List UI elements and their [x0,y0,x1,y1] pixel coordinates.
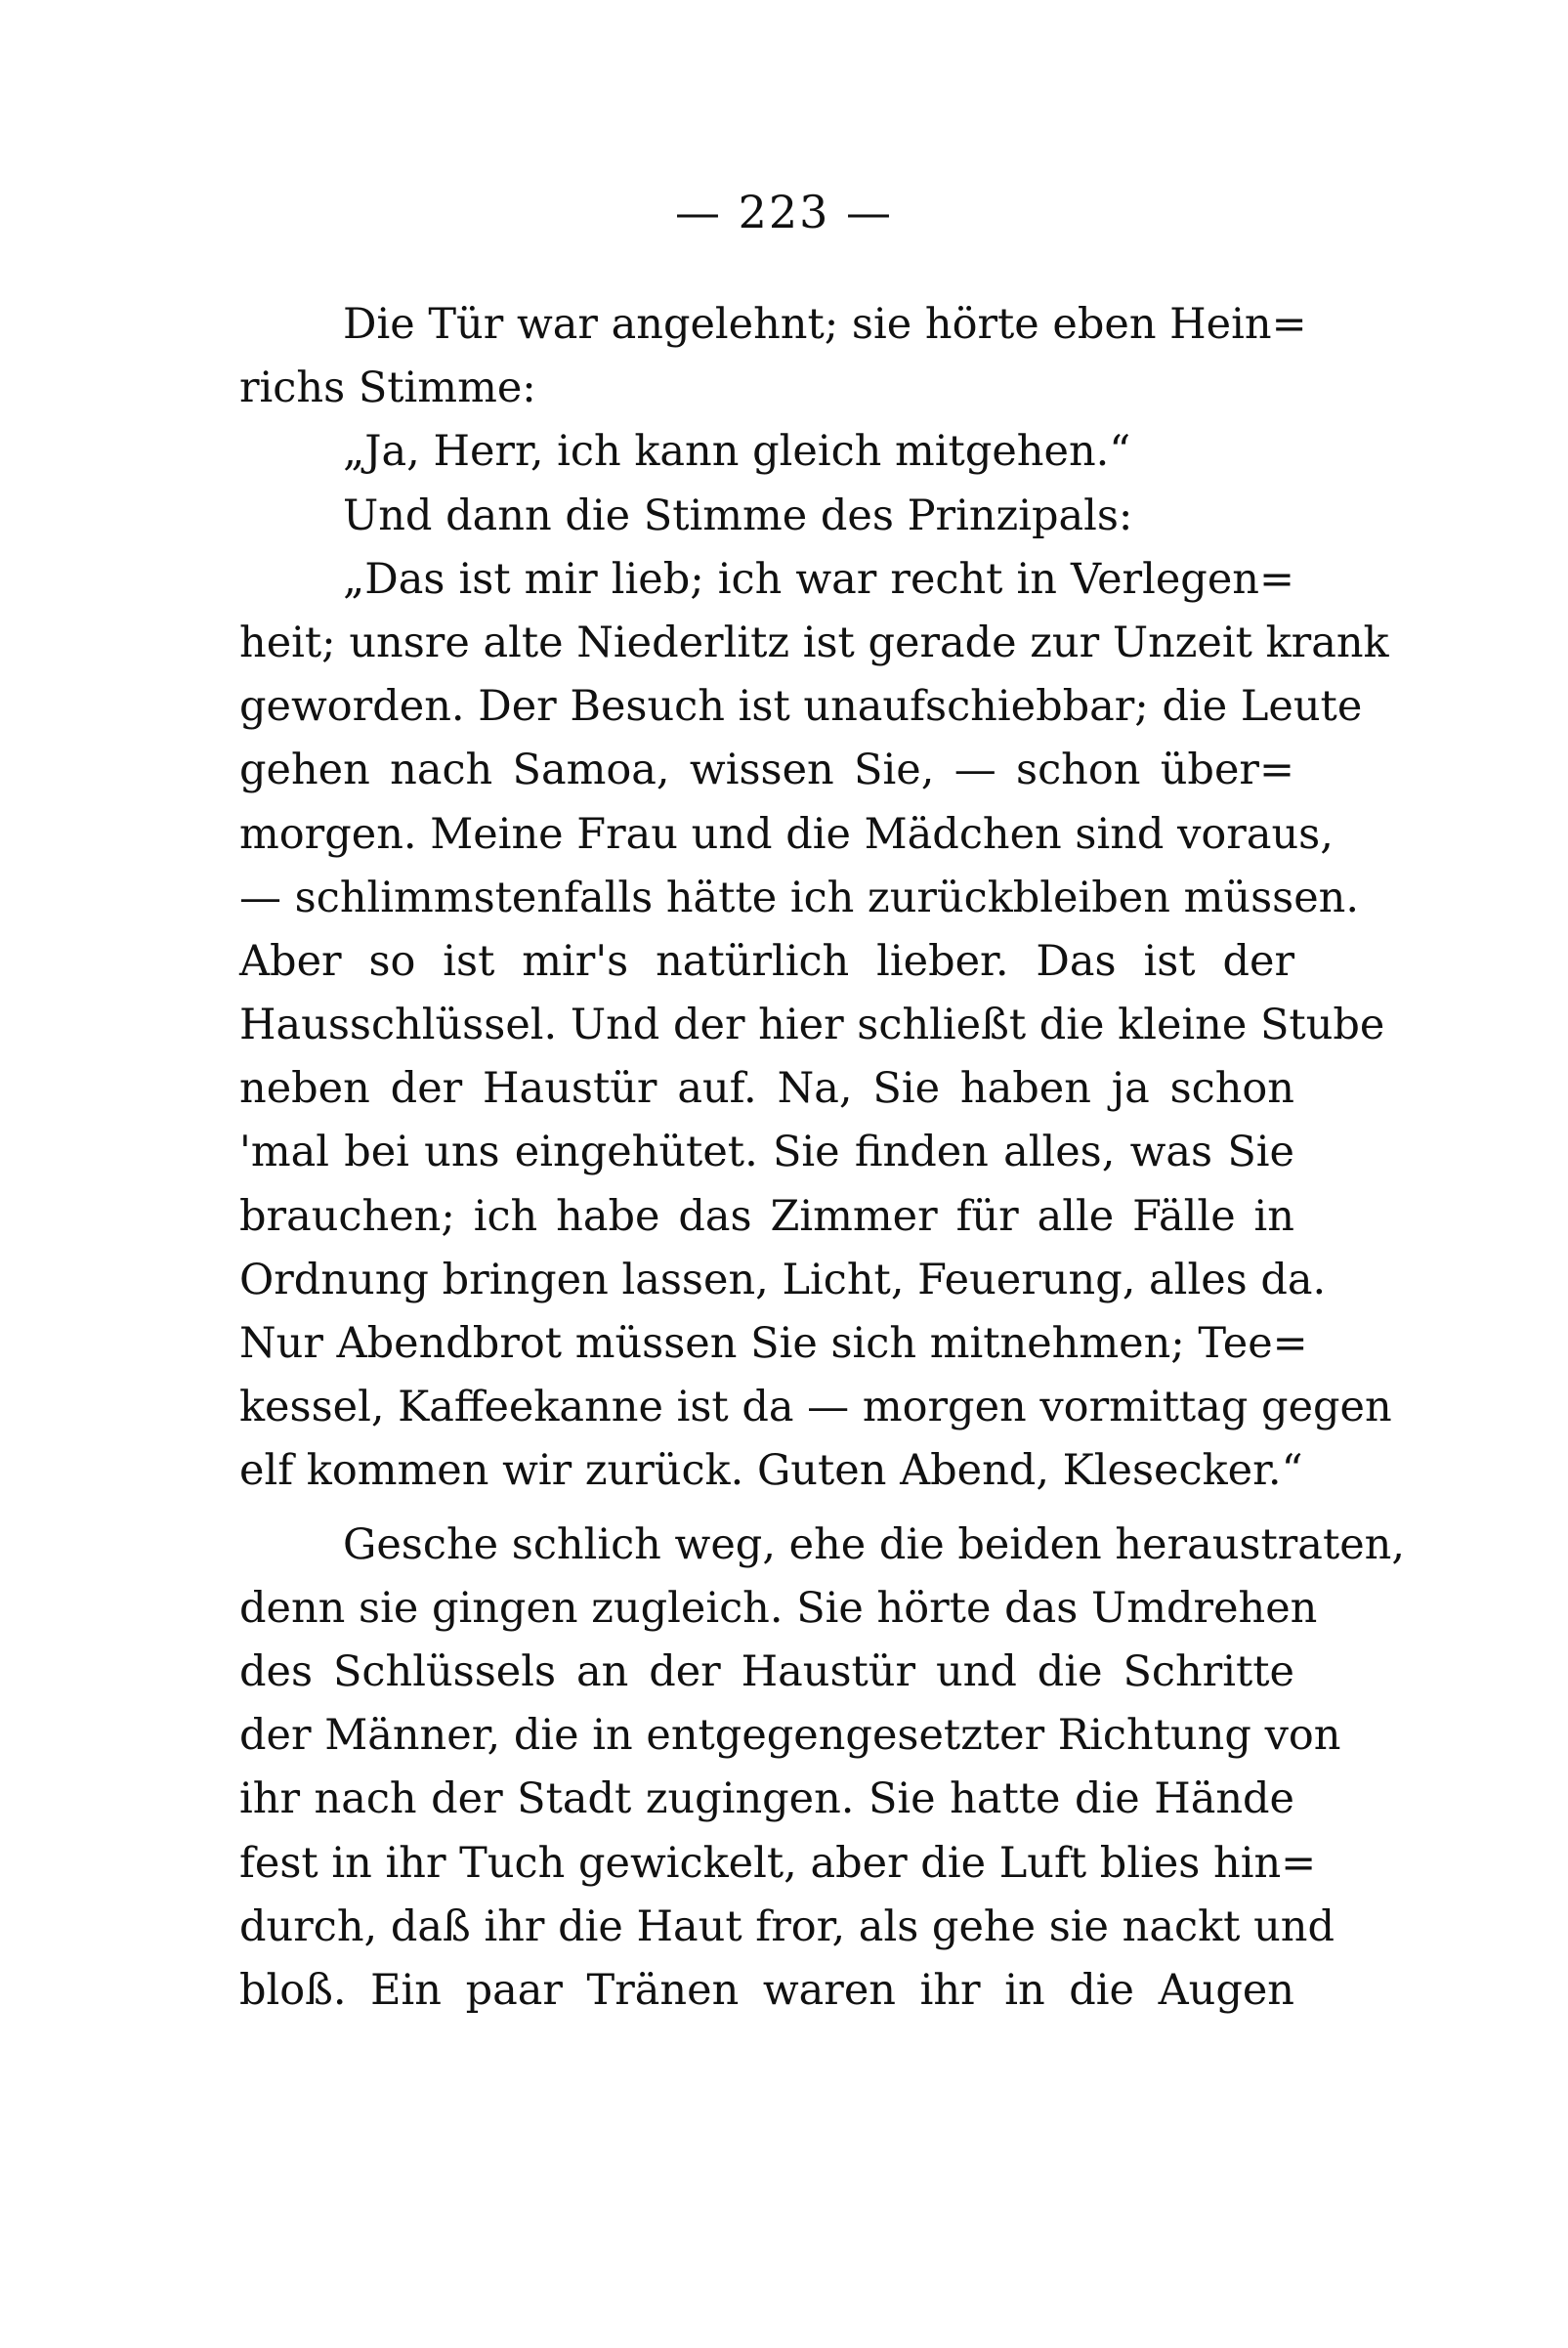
text-line: Aber so ist mir's natürlich lieber. Das ist der [239,936,1294,986]
text-line: Gesche schlich weg, ehe die beiden heraustraten, [343,1519,1406,1569]
page-number: — 223 — [674,186,894,238]
text-line: kessel, Kaffeekanne ist da — morgen vormittag gegen [239,1383,1392,1432]
text-line: — schlimmstenfalls hätte ich zurückbleiben müssen. [239,873,1360,922]
text-line: Und dann die Stimme des Prinzipals: [343,491,1133,540]
body-text [239,293,1406,2023]
text-line: denn sie gingen zugleich. Sie hörte das Umdrehen [239,1583,1318,1633]
text-line: Nur Abendbrot müssen Sie sich mitnehmen; Tee= [239,1319,1308,1368]
text-line: Hausschlüssel. Und der hier schließt die kleine Stube [239,1001,1385,1050]
text-line: Die Tür war angelehnt; sie hörte eben Hein= [343,300,1307,349]
text-line: morgen. Meine Frau und die Mädchen sind voraus, [239,809,1334,859]
text-line: des Schlüssels an der Haustür und die Schritte [239,1646,1294,1696]
text-line: bloß. Ein paar Tränen waren ihr in die Augen [239,1965,1294,2015]
text-line: geworden. Der Besuch ist unaufschiebbar; die Leute [239,682,1363,732]
text-line: gehen nach Samoa, wissen Sie, — schon über= [239,746,1294,795]
text-line: elf kommen wir zurück. Guten Abend, Klesecker.“ [239,1446,1303,1496]
text-line: richs Stimme: [239,363,536,413]
text-line: „Das ist mir lieb; ich war recht in Verlegen= [343,554,1294,604]
text-line: 'mal bei uns eingehütet. Sie finden alles, was Sie [239,1128,1294,1177]
text-line: heit; unsre alte Niederlitz ist gerade zur Unzeit krank [239,618,1389,667]
text-line: Ordnung bringen lassen, Licht, Feuerung, alles da. [239,1255,1327,1304]
text-line: fest in ihr Tuch gewickelt, aber die Luft blies hin= [239,1838,1317,1888]
text-line: brauchen; ich habe das Zimmer für alle Fälle in [239,1191,1294,1241]
text-line: der Männer, die in entgegengesetzter Richtung von [239,1711,1341,1761]
text-line: neben der Haustür auf. Na, Sie haben ja schon [239,1064,1294,1114]
text-line: „Ja, Herr, ich kann gleich mitgehen.“ [343,427,1131,477]
text-line: ihr nach der Stadt zugingen. Sie hatte die Hände [239,1774,1294,1824]
text-line: durch, daß ihr die Haut fror, als gehe sie nackt und [239,1901,1335,1951]
